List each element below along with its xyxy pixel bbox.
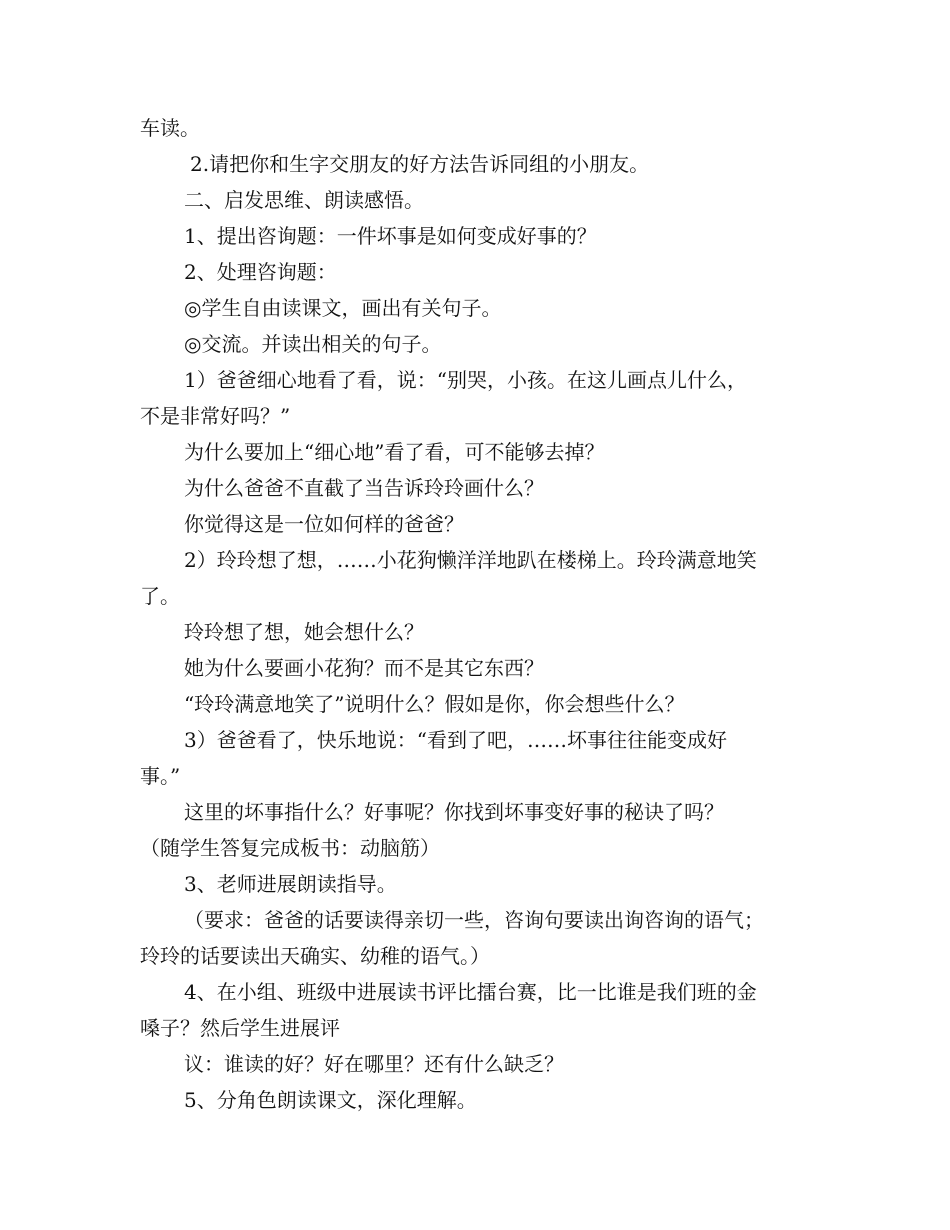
text-line: 玲玲想了想，她会想什么？ <box>184 620 424 644</box>
text-line: 3、老师进展朗读指导。 <box>184 872 397 896</box>
text-line: 为什么要加上“细心地”看了看，可不能够去掉？ <box>184 440 605 464</box>
text-line: 这里的坏事指什么？好事呢？你找到坏事变好事的秘诀了吗？ <box>184 800 724 824</box>
text-line: 玲玲的话要读出天确实、幼稚的语气。） <box>140 944 490 968</box>
text-line: 议：谁读的好？好在哪里？还有什么缺乏？ <box>184 1052 564 1076</box>
text-line: 2）玲玲想了想，……小花狗懒洋洋地趴在楼梯上。玲玲满意地笑 <box>184 548 757 572</box>
section-heading: 二、启发思维、朗读感悟。 <box>184 188 424 212</box>
text-line: 事。” <box>140 764 181 788</box>
text-line: 5、分角色朗读课文，深化理解。 <box>184 1088 477 1112</box>
document-body <box>140 110 820 1118</box>
text-line: 不是非常好吗？” <box>140 404 291 428</box>
text-line: 车读。 <box>140 116 200 140</box>
text-line: “玲玲满意地笑了”说明什么？假如是你，你会想些什么？ <box>184 692 685 716</box>
text-line: （随学生答复完成板书：动脑筋） <box>140 836 440 860</box>
text-line: ◎交流。并读出相关的句子。 <box>184 332 442 356</box>
text-line: 她为什么要画小花狗？而不是其它东西？ <box>184 656 544 680</box>
text-line: 3）爸爸看了，快乐地说：“看到了吧，……坏事往往能变成好 <box>184 728 727 752</box>
text-line: 1、提出咨询题：一件坏事是如何变成好事的？ <box>184 224 597 248</box>
text-line: 了。 <box>140 584 180 608</box>
text-line: 2.请把你和生字交朋友的好方法告诉同组的小朋友。 <box>190 152 650 176</box>
text-line: （要求：爸爸的话要读得亲切一些，咨询句要读出询咨询的语气； <box>184 908 764 932</box>
text-line: 1）爸爸细心地看了看，说：“别哭，小孩。在这儿画点儿什么， <box>184 368 747 392</box>
text-line: 2、处理咨询题： <box>184 260 337 284</box>
text-line: 嗓子？然后学生进展评 <box>140 1016 340 1040</box>
text-line: ◎学生自由读课文，画出有关句子。 <box>184 296 502 320</box>
text-line: 为什么爸爸不直截了当告诉玲玲画什么？ <box>184 476 544 500</box>
text-line: 你觉得这是一位如何样的爸爸？ <box>184 512 464 536</box>
text-line: 4、在小组、班级中进展读书评比擂台赛，比一比谁是我们班的金 <box>184 980 757 1004</box>
